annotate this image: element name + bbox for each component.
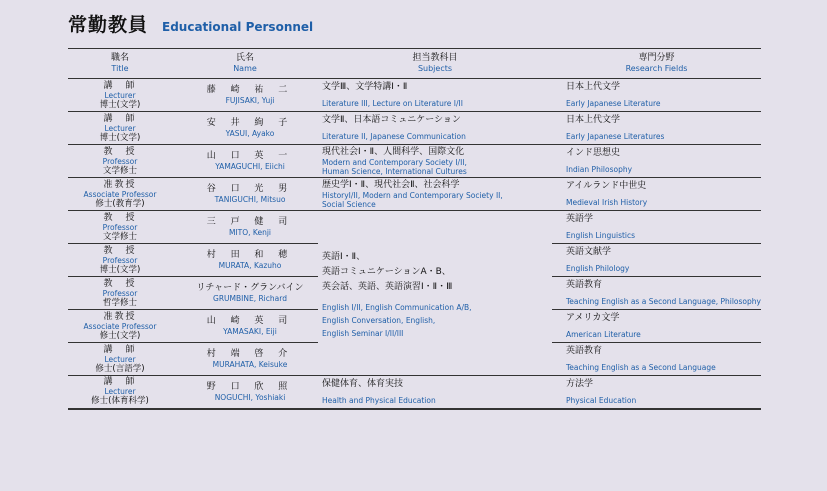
title-cell: 講 師 Lecturer 博士(文学) [68, 112, 172, 145]
field-cell: 方法学 Physical Education [552, 376, 761, 409]
subjects-cell: 文学Ⅲ、文学特講Ⅰ・Ⅱ Literature III, Lecture on Literature I/II [318, 79, 552, 112]
field-cell: アイルランド中世史 Medieval Irish History [552, 178, 761, 211]
name-cell: 村 田 和 穂 MURATA, Kazuho [172, 244, 318, 277]
page-heading [68, 14, 314, 44]
field-cell: 英語教育 Teaching English as a Second Language, Philosophy [552, 277, 761, 310]
english-subjects-cell: 英語Ⅰ・Ⅱ、 英語コミュニケーションA・B、 英会話、英語、英語演習Ⅰ・Ⅱ・Ⅲ English I/II, English Communication A/B, English Conversation, English, English Seminar I/II/III [318, 211, 552, 376]
field-cell: 英語文献学 English Philology [552, 244, 761, 277]
subjects-cell: 歴史学Ⅰ・Ⅱ、現代社会Ⅱ、社会科学 HistoryI/II, Modern and Contemporary Society II, Social Science [318, 178, 552, 211]
title-cell: 講 師 Lecturer 修士(言語学) [68, 343, 172, 376]
field-cell: 英語教育 Teaching English as a Second Language [552, 343, 761, 376]
title-cell: 講 師 Lecturer 修士(体育科学) [68, 376, 172, 409]
name-cell: 谷 口 光 男 TANIGUCHI, Mitsuo [172, 178, 318, 211]
table-row [68, 112, 761, 145]
heading-jp: 常勤教員 [68, 14, 149, 36]
table-row [68, 145, 761, 178]
col-research-fields: 専門分野 Research Fields [552, 49, 761, 79]
name-cell: 藤 崎 祐 二 FUJISAKI, Yuji [172, 79, 318, 112]
col-subjects: 担当教科目 Subjects [318, 49, 552, 79]
header-row [68, 49, 761, 79]
table-row [68, 211, 761, 244]
name-cell: 村 端 啓 介 MURAHATA, Keisuke [172, 343, 318, 376]
personnel-table [68, 48, 761, 410]
name-cell: 野 口 欣 照 NOGUCHI, Yoshiaki [172, 376, 318, 409]
field-cell: アメリカ文学 American Literature [552, 310, 761, 343]
title-cell: 教 授 Professor 文学修士 [68, 211, 172, 244]
name-cell: 三 戸 健 司 MITO, Kenji [172, 211, 318, 244]
field-cell: 日本上代文学 Early Japanese Literature [552, 79, 761, 112]
title-cell: 教 授 Professor 文学修士 [68, 145, 172, 178]
title-cell: 講 師 Lecturer 博士(文学) [68, 79, 172, 112]
subjects-cell: 保健体育、体育実技 Health and Physical Education [318, 376, 552, 409]
title-cell: 教 授 Professor 博士(文学) [68, 244, 172, 277]
title-cell: 准教授 Associate Professor 修士(教育学) [68, 178, 172, 211]
field-cell: 日本上代文学 Early Japanese Literatures [552, 112, 761, 145]
field-cell: 英語学 English Linguistics [552, 211, 761, 244]
name-cell: 山 崎 英 司 YAMASAKI, Eiji [172, 310, 318, 343]
field-cell: インド思想史 Indian Philosophy [552, 145, 761, 178]
subjects-cell: 文学Ⅱ、日本語コミュニケーション Literature II, Japanese Communication [318, 112, 552, 145]
subjects-cell: 現代社会Ⅰ・Ⅱ、人間科学、国際文化 Modern and Contemporary Society I/II, Human Science, International Cultures [318, 145, 552, 178]
name-cell: リチャード・グランバイン GRUMBINE, Richard [172, 277, 318, 310]
title-cell: 准教授 Associate Professor 修士(文学) [68, 310, 172, 343]
name-cell: 安 井 絢 子 YASUI, Ayako [172, 112, 318, 145]
table-row [68, 178, 761, 211]
title-cell: 教 授 Professor 哲学修士 [68, 277, 172, 310]
heading-en: Educational Personnel [162, 20, 314, 34]
name-cell: 山 口 英 一 YAMAGUCHI, Eiichi [172, 145, 318, 178]
col-name: 氏名 Name [172, 49, 318, 79]
col-title: 職名 Title [68, 49, 172, 79]
table-row [68, 79, 761, 112]
table-row [68, 376, 761, 409]
